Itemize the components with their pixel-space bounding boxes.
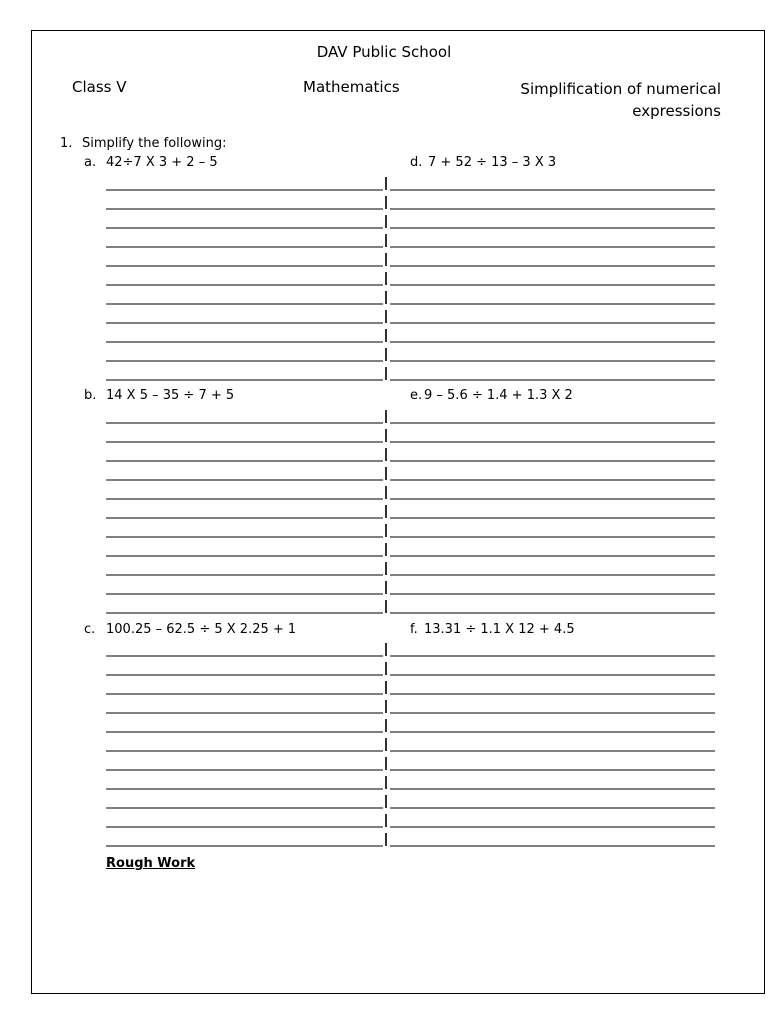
school-name: DAV Public School — [316, 43, 452, 61]
problem-e-expression: 9 – 5.6 ÷ 1.4 + 1.3 X 2 — [424, 388, 573, 403]
topic-line-2: expressions — [632, 102, 721, 120]
problem-b-expression: 14 X 5 – 35 ÷ 7 + 5 — [106, 388, 235, 403]
problem-c-expression: 100.25 – 62.5 ÷ 5 X 2.25 + 1 — [106, 622, 297, 637]
problem-b-label: b. — [84, 388, 97, 403]
problem-d-label: d. — [410, 155, 423, 170]
problem-a-label: a. — [84, 155, 97, 170]
problem-a-expression: 42÷7 X 3 + 2 – 5 — [106, 155, 218, 170]
problem-f-expression: 13.31 ÷ 1.1 X 12 + 4.5 — [424, 622, 575, 637]
topic-line-1: Simplification of numerical — [520, 80, 721, 98]
rough-work-heading: Rough Work — [106, 856, 196, 871]
class-label: Class V — [72, 78, 127, 96]
question-instruction: Simplify the following: — [82, 136, 227, 151]
problem-c-label: c. — [84, 622, 96, 637]
problem-e-label: e. — [410, 388, 423, 403]
problem-f-label: f. — [410, 622, 418, 637]
problem-d-expression: 7 + 52 ÷ 13 – 3 X 3 — [428, 155, 557, 170]
question-number: 1. — [60, 136, 73, 151]
subject-label: Mathematics — [303, 78, 400, 96]
